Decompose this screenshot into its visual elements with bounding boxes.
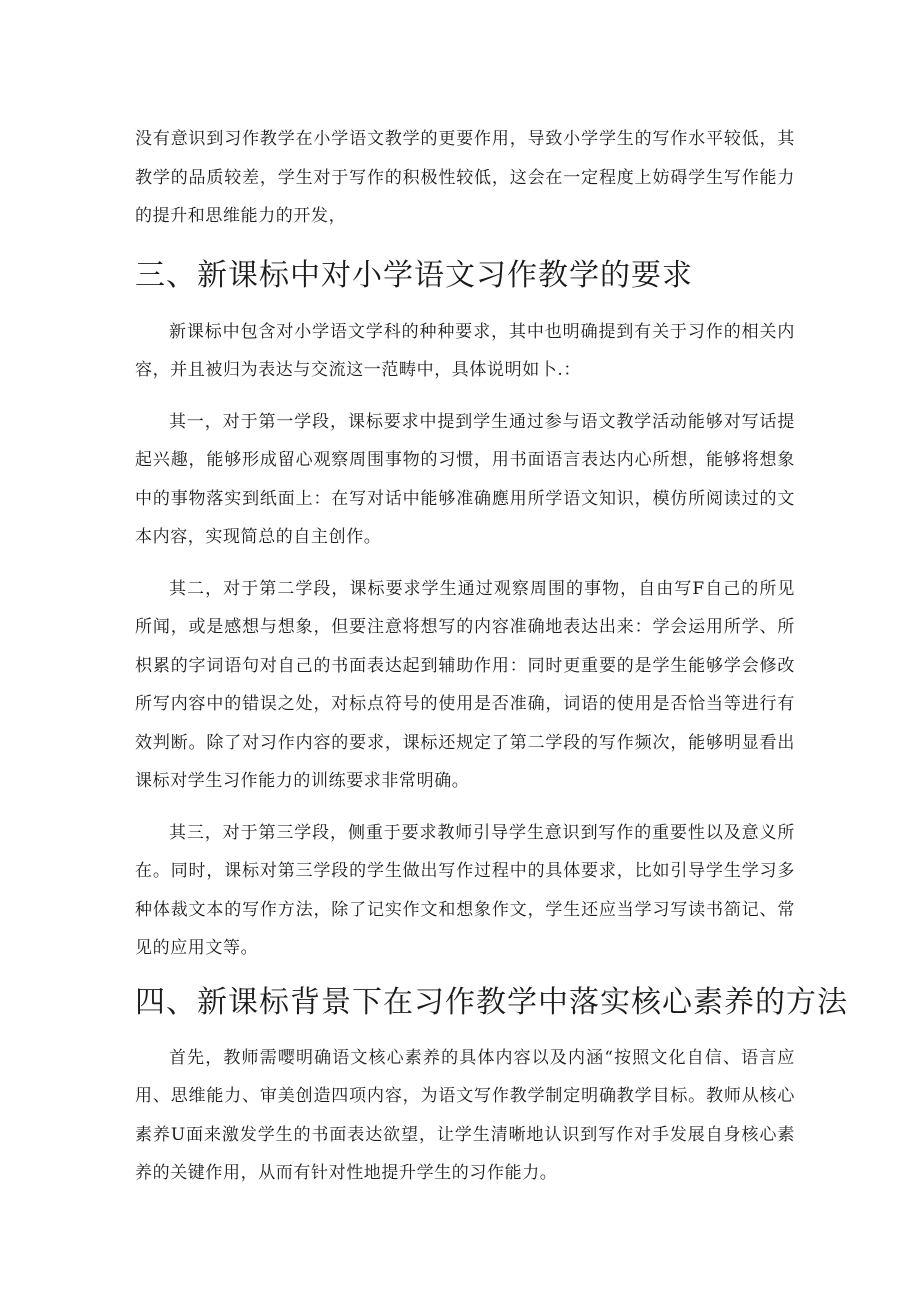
section-heading-4: 四、新课标背景下在习作教学中落实核心素养的方法	[135, 984, 848, 1020]
section3-paragraph-1: 新课标中包含对小学语文学科的种种要求，其中也明确提到有关于习作的相关内容，并且被归为表达与交流这一范畴中，具体说明如卜.：	[135, 321, 795, 380]
section4-paragraph-1: 首先，教师需嘤明确语文核心素养的具体内容以及内涵“按照文化自信、语言应用、思维能力、审美创造四项内容，为语文写作教学制定明确教学目标。教师从核心素养U面来激发学生的书面表达欲望，让学生清晰地认识到写作对手发展自身核心素养的关键作用，从而有针对性地提升学生的习作能力。	[135, 1047, 795, 1183]
section3-paragraph-2: 其一，对于第一学段，课标要求中提到学生通过参与语文教学活动能够对写话提起兴趣，能够形成留心观察周围事物的习惯，用书面语言表达内心所想，能够将想象中的事物落实到纸面上：在写对话中能够准确應用所学语文知识，模仿所阅读过的文本内容，实现简总的自主创作。	[135, 411, 795, 547]
document-page	[135, 120, 848, 1193]
section-heading-3: 三、新课标中对小学语文习作教学的要求	[135, 257, 693, 293]
intro-paragraph: 没有意识到习作教学在小学语文教学的更要作用，导致小学学生的写作水平较低，其教学的品质较差，学生对于写作的积极性较低，这会在一定程度上妨碍学生写作能力的提升和思维能力的开发，	[135, 129, 795, 226]
section3-paragraph-3: 其二，对于第二学段，课标要求学生通过观察周围的事物，自由写F自己的所见所闻，或是感想与想象，但要注意将想写的内容准确地表达出来：学会运用所学、所枳累的字词语句对自己的书面表达起到辅助作用：同时更重要的是学生能够学会修改所写内容中的错误之处，对标点符号的使用是否准确，词语的使用是否恰当等进行有效判断。除了对习作内容的要求，课标还规定了第二学段的写作频次，能够明显看出课标对学生习作能力的训练要求非常明确。	[135, 578, 795, 791]
section3-paragraph-4: 其三，对于第三学段，侧重于要求教师引导学生意识到写作的重要性以及意义所在。同时，课标对第三学段的学生做出写作过程中的具体要求，比如引导学生学习多种体裁文本的写作方法，除了记实作文和想象作文，学生还应当学习写读书箚记、常见的应用文等。	[135, 822, 795, 958]
